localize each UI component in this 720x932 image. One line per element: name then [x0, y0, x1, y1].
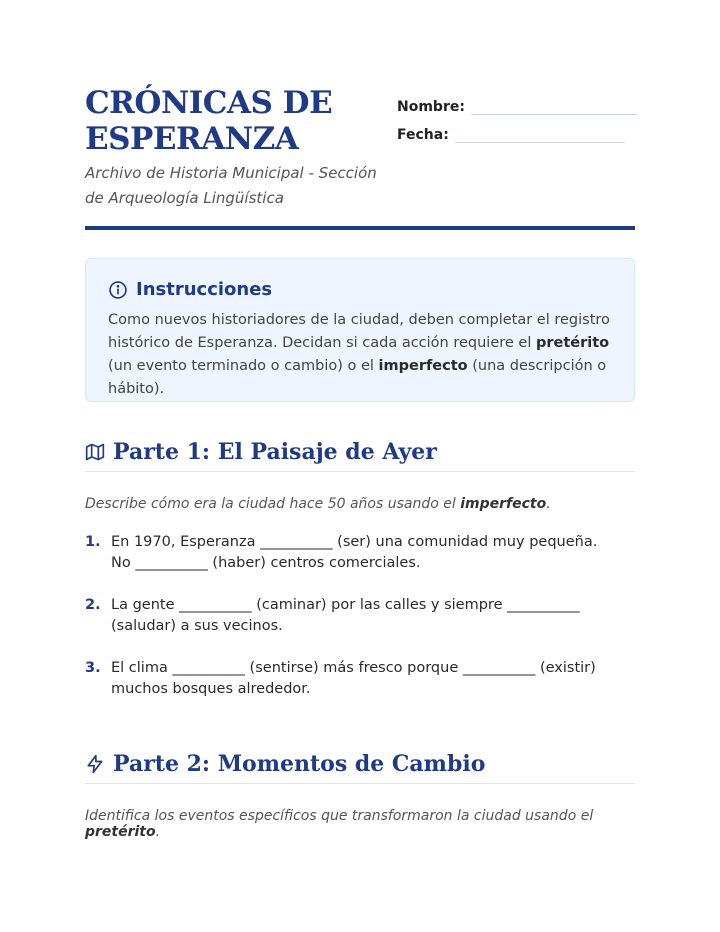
instructions-text: [108, 309, 612, 401]
exercise-number: 3.: [85, 660, 101, 676]
instructions-text-3: (una descripción o hábito).: [108, 358, 607, 397]
section-part2: [85, 744, 635, 840]
date-line[interactable]: [455, 127, 625, 143]
exercise-item: [85, 532, 635, 574]
page-title: CRÓNICAS DE ESPERANZA: [85, 85, 333, 157]
part2-desc-text: Identifica los eventos específicos que transformaron la ciudad usando el: [85, 808, 594, 824]
exercise-text: La gente __________ (caminar) por las calles y siempre __________ (saludar) a sus vecinos.: [111, 597, 580, 634]
instructions-title: Instrucciones: [136, 279, 273, 300]
date-label: Fecha:: [397, 127, 449, 143]
part1-title: Parte 1: El Paisaje de Ayer: [113, 438, 437, 465]
part2-heading: [85, 744, 635, 784]
exercise-item: [85, 658, 635, 700]
instructions-bold-imperfecto: imperfecto: [378, 358, 468, 374]
part2-desc-bold: pretérito: [85, 824, 156, 840]
part1-exercise-list: [85, 532, 635, 700]
exercise-text: En 1970, Esperanza __________ (ser) una comunidad muy pequeña. No __________ (haber) centros comerciales.: [111, 534, 598, 571]
part1-desc-text: Describe cómo era la ciudad hace 50 años usando el: [85, 496, 461, 512]
lightning-icon: [85, 754, 105, 774]
date-field[interactable]: [397, 115, 637, 143]
instructions-heading: [108, 279, 612, 300]
part1-desc-end: .: [546, 496, 551, 512]
exercise-item: [85, 595, 635, 637]
instructions-text-1: Como nuevos historiadores de la ciudad, deben completar el registro histórico de Esperanza. Decidan si cada acción requiere el: [108, 312, 610, 351]
exercise-number: 2.: [85, 597, 101, 613]
part1-description: [85, 496, 635, 512]
info-icon: [108, 280, 128, 300]
exercise-text: El clima __________ (sentirse) más fresco porque __________ (existir) muchos bosques alrededor.: [111, 660, 596, 697]
page-subtitle: Archivo de Historia Municipal - Sección de Arqueología Lingüística: [85, 164, 377, 207]
instructions-bold-preterito: pretérito: [536, 335, 610, 351]
name-label: Nombre:: [397, 99, 465, 115]
name-field[interactable]: [397, 87, 637, 115]
part2-desc-end: .: [155, 824, 161, 840]
student-fields: [397, 87, 637, 143]
exercise-number: 1.: [85, 534, 101, 550]
part2-description: [85, 808, 635, 840]
instructions-text-2: (un evento terminado o cambio) o el: [108, 358, 379, 374]
header-divider: [85, 226, 635, 230]
map-icon: [85, 442, 105, 462]
name-line[interactable]: [471, 99, 637, 115]
section-part1: [85, 432, 635, 721]
instructions-panel: [85, 258, 635, 402]
part2-title: Parte 2: Momentos de Cambio: [113, 750, 486, 777]
part1-heading: [85, 432, 635, 472]
part1-desc-bold: imperfecto: [460, 496, 547, 512]
